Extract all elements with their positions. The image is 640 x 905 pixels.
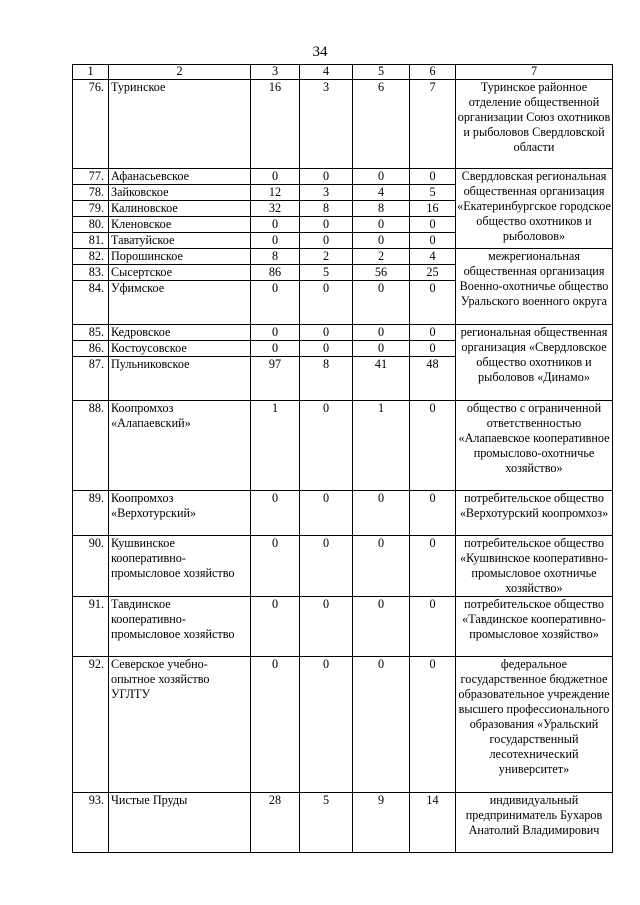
cell-value: 0 — [410, 169, 456, 185]
cell-value: 2 — [353, 249, 410, 265]
col-header: 1 — [73, 65, 109, 80]
cell-value: 56 — [353, 265, 410, 281]
cell-value: 0 — [300, 325, 353, 341]
cell-value: 0 — [410, 657, 456, 793]
organization: потребительское общество «Тавдинское кооперативно-промысловое хозяйство» — [456, 597, 613, 657]
cell-value: 1 — [353, 401, 410, 491]
cell-value: 0 — [251, 341, 300, 357]
table-row — [73, 401, 613, 491]
organization: потребительское общество «Кушвинское кооперативно-промысловое охотничье хозяйство» — [456, 536, 613, 597]
cell-value: 5 — [300, 793, 353, 853]
table-row — [73, 325, 613, 341]
col-header: 3 — [251, 65, 300, 80]
cell-value: 5 — [300, 265, 353, 281]
organization: региональная общественная организация «Свердловское общество охотников и рыболовов «Динамо» — [456, 325, 613, 401]
col-header: 4 — [300, 65, 353, 80]
table-row — [73, 597, 613, 657]
cell-value: 1 — [251, 401, 300, 491]
cell-value: 0 — [251, 597, 300, 657]
col-header: 2 — [109, 65, 251, 80]
cell-value: 0 — [251, 169, 300, 185]
cell-value: 0 — [300, 401, 353, 491]
cell-value: 14 — [410, 793, 456, 853]
cell-value: 2 — [300, 249, 353, 265]
ground-name: Северское учебно-опытное хозяйство УГЛТУ — [109, 657, 251, 793]
cell-value: 0 — [300, 217, 353, 233]
ground-name: Кедровское — [109, 325, 251, 341]
row-number: 77. — [73, 169, 109, 185]
cell-value: 16 — [251, 80, 300, 169]
table-row — [73, 793, 613, 853]
table-row — [73, 491, 613, 536]
table-row — [73, 249, 613, 265]
organization: федеральное государственное бюджетное образовательное учреждение высшего профессионального образования «Уральский государственный лесотехнический университет» — [456, 657, 613, 793]
cell-value: 0 — [251, 325, 300, 341]
row-number: 90. — [73, 536, 109, 597]
organization: межрегиональная общественная организация Военно-охотничье общество Уральского военного округа — [456, 249, 613, 325]
page-number: 34 — [312, 44, 328, 60]
row-number: 89. — [73, 491, 109, 536]
cell-value: 0 — [353, 597, 410, 657]
ground-name: Уфимское — [109, 281, 251, 325]
cell-value: 0 — [353, 217, 410, 233]
row-number: 86. — [73, 341, 109, 357]
row-number: 82. — [73, 249, 109, 265]
cell-value: 97 — [251, 357, 300, 401]
cell-value: 86 — [251, 265, 300, 281]
cell-value: 0 — [353, 657, 410, 793]
row-number: 79. — [73, 201, 109, 217]
ground-name: Таватуйское — [109, 233, 251, 249]
cell-value: 0 — [410, 325, 456, 341]
cell-value: 0 — [300, 597, 353, 657]
cell-value: 8 — [300, 357, 353, 401]
cell-value: 0 — [300, 491, 353, 536]
ground-name: Калиновское — [109, 201, 251, 217]
ground-name: Коопромхоз «Алапаевский» — [109, 401, 251, 491]
ground-name: Чистые Пруды — [109, 793, 251, 853]
cell-value: 0 — [410, 233, 456, 249]
organization: Туринское районное отделение общественной организации Союз охотников и рыболовов Свердловской области — [456, 80, 613, 169]
cell-value: 3 — [300, 80, 353, 169]
cell-value: 8 — [300, 201, 353, 217]
cell-value: 0 — [353, 536, 410, 597]
cell-value: 0 — [410, 597, 456, 657]
ground-name: Коопромхоз «Верхотурский» — [109, 491, 251, 536]
ground-name: Афанасьевское — [109, 169, 251, 185]
organization: Свердловская региональная общественная организация «Екатеринбургское городское общество охотников и рыболовов» — [456, 169, 613, 249]
cell-value: 4 — [353, 185, 410, 201]
cell-value: 41 — [353, 357, 410, 401]
cell-value: 0 — [410, 281, 456, 325]
cell-value: 0 — [410, 401, 456, 491]
cell-value: 4 — [410, 249, 456, 265]
row-number: 88. — [73, 401, 109, 491]
row-number: 81. — [73, 233, 109, 249]
organization: общество с ограниченной ответственностью «Алапаевское кооперативное промыслово-охотничье хозяйство» — [456, 401, 613, 491]
cell-value: 0 — [300, 657, 353, 793]
cell-value: 0 — [410, 491, 456, 536]
table-row — [73, 536, 613, 597]
cell-value: 6 — [353, 80, 410, 169]
cell-value: 0 — [353, 341, 410, 357]
cell-value: 7 — [410, 80, 456, 169]
cell-value: 8 — [353, 201, 410, 217]
cell-value: 0 — [251, 536, 300, 597]
cell-value: 48 — [410, 357, 456, 401]
cell-value: 0 — [251, 217, 300, 233]
cell-value: 9 — [353, 793, 410, 853]
row-number: 76. — [73, 80, 109, 169]
row-number: 93. — [73, 793, 109, 853]
row-number: 87. — [73, 357, 109, 401]
cell-value: 0 — [300, 169, 353, 185]
ground-name: Сысертское — [109, 265, 251, 281]
ground-name: Кленовское — [109, 217, 251, 233]
cell-value: 3 — [300, 185, 353, 201]
ground-name: Туринское — [109, 80, 251, 169]
table-row — [73, 80, 613, 169]
cell-value: 28 — [251, 793, 300, 853]
hunting-grounds-table — [72, 64, 613, 853]
cell-value: 0 — [353, 233, 410, 249]
cell-value: 5 — [410, 185, 456, 201]
cell-value: 0 — [353, 281, 410, 325]
ground-name: Костоусовское — [109, 341, 251, 357]
cell-value: 0 — [251, 233, 300, 249]
organization: индивидуальный предприниматель Бухаров Анатолий Владимирович — [456, 793, 613, 853]
cell-value: 0 — [353, 325, 410, 341]
ground-name: Пульниковское — [109, 357, 251, 401]
row-number: 91. — [73, 597, 109, 657]
row-number: 83. — [73, 265, 109, 281]
cell-value: 0 — [300, 341, 353, 357]
ground-name: Кушвинское кооперативно-промысловое хозяйство — [109, 536, 251, 597]
cell-value: 0 — [300, 281, 353, 325]
col-header: 6 — [410, 65, 456, 80]
cell-value: 32 — [251, 201, 300, 217]
row-number: 84. — [73, 281, 109, 325]
cell-value: 12 — [251, 185, 300, 201]
ground-name: Зайковское — [109, 185, 251, 201]
cell-value: 0 — [353, 169, 410, 185]
cell-value: 16 — [410, 201, 456, 217]
header-row — [73, 65, 613, 80]
cell-value: 0 — [410, 217, 456, 233]
cell-value: 0 — [251, 491, 300, 536]
cell-value: 25 — [410, 265, 456, 281]
row-number: 85. — [73, 325, 109, 341]
ground-name: Порошинское — [109, 249, 251, 265]
organization: потребительское общество «Верхотурский коопромхоз» — [456, 491, 613, 536]
ground-name: Тавдинское кооперативно-промысловое хозяйство — [109, 597, 251, 657]
cell-value: 8 — [251, 249, 300, 265]
row-number: 78. — [73, 185, 109, 201]
col-header: 7 — [456, 65, 613, 80]
cell-value: 0 — [410, 341, 456, 357]
cell-value: 0 — [300, 536, 353, 597]
row-number: 92. — [73, 657, 109, 793]
cell-value: 0 — [300, 233, 353, 249]
cell-value: 0 — [353, 491, 410, 536]
table-row — [73, 169, 613, 185]
table-row — [73, 657, 613, 793]
cell-value: 0 — [251, 657, 300, 793]
col-header: 5 — [353, 65, 410, 80]
cell-value: 0 — [410, 536, 456, 597]
cell-value: 0 — [251, 281, 300, 325]
row-number: 80. — [73, 217, 109, 233]
